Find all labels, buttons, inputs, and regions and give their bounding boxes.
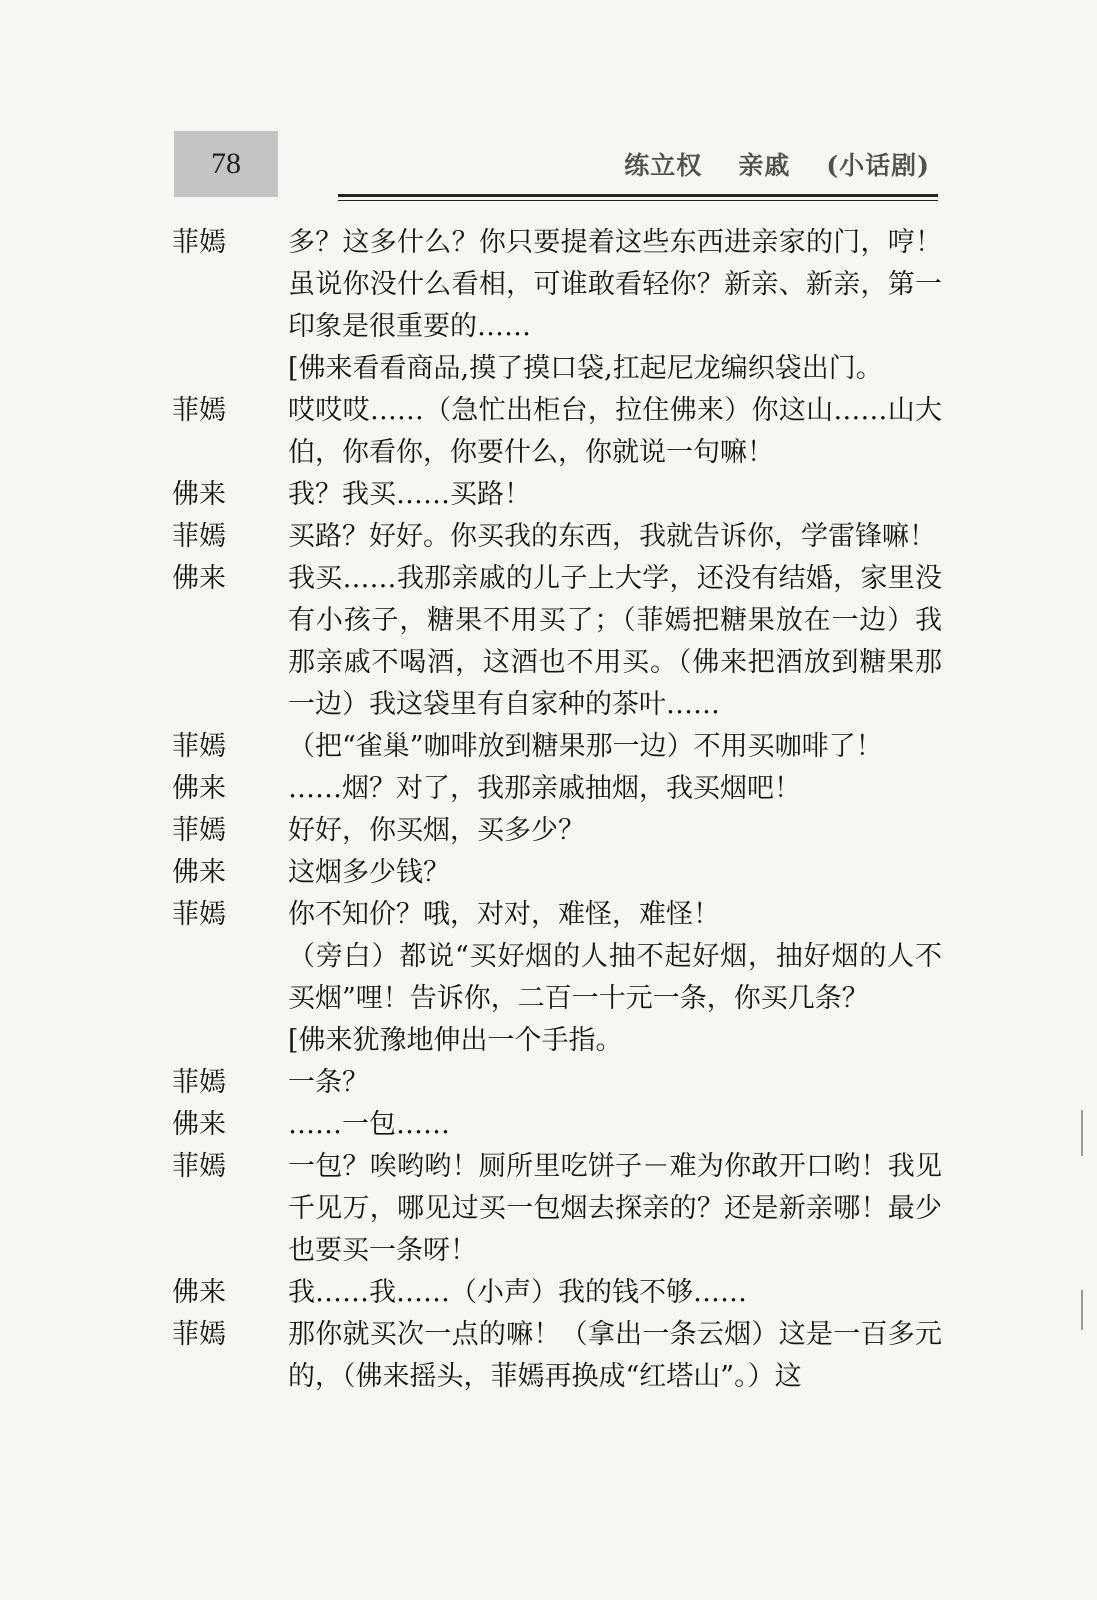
dialogue-line: ……烟？对了，我那亲戚抽烟，我买烟吧！ <box>288 773 801 804</box>
dialogue-line: 买路？好好。你买我的东西，我就告诉你，学雷锋嘛！ <box>288 521 936 552</box>
script-row <box>172 474 942 516</box>
header-rule-thick <box>338 194 938 197</box>
stage-direction: [佛来犹豫地伸出一个手指。 <box>288 1025 623 1056</box>
header-title: 亲戚 <box>738 151 791 180</box>
speaker-name: 佛来 <box>172 857 226 888</box>
script-row <box>172 1104 942 1146</box>
script-row <box>172 726 942 768</box>
speaker-name: 佛来 <box>172 563 226 594</box>
script-row <box>172 852 942 894</box>
aside-line: （旁白）都说“买好烟的人抽不起好烟，抽好烟的人不买烟”哩！告诉你，二百一十元一条，你买几条？ <box>288 941 942 1014</box>
dialogue-line: 这烟多少钱？ <box>288 857 450 888</box>
header-rule-thin <box>338 200 938 201</box>
speaker-name: 菲嫣 <box>172 899 226 930</box>
script-row <box>172 768 942 810</box>
speaker-name: 菲嫣 <box>172 227 226 258</box>
dialogue-line: 你不知价？哦，对对，难怪，难怪！ <box>288 899 720 930</box>
scan-edge-mark <box>1081 1110 1083 1156</box>
speaker-name: 佛来 <box>172 1277 226 1308</box>
dialogue-line: 多？这多什么？你只要提着这些东西进亲家的门，哼！虽说你没什么看相，可谁敢看轻你？新亲、新亲，第一印象是很重要的…… <box>288 227 942 342</box>
script-row <box>172 810 942 852</box>
page-number-box <box>174 131 278 197</box>
stage-direction-row <box>172 348 942 390</box>
page-number: 78 <box>211 147 241 180</box>
dialogue-line: 我……我……（小声）我的钱不够…… <box>288 1277 747 1308</box>
script-row <box>172 390 942 474</box>
dialogue-line: 那你就买次一点的嘛！（拿出一条云烟）这是一百多元的，（佛来摇头，菲嫣再换成“红塔山”。）这 <box>288 1319 942 1392</box>
speaker-name: 菲嫣 <box>172 395 226 426</box>
script-row <box>172 222 942 348</box>
script-row <box>172 894 942 936</box>
script-body <box>172 222 942 1398</box>
speaker-name: 菲嫣 <box>172 815 226 846</box>
script-row <box>172 1062 942 1104</box>
speaker-name: 菲嫣 <box>172 521 226 552</box>
stage-direction: [佛来看看商品,摸了摸口袋,扛起尼龙编织袋出门。 <box>288 353 883 384</box>
dialogue-line: 我买……我那亲戚的儿子上大学，还没有结婚，家里没有小孩子，糖果不用买了；（菲嫣把糖果放在一边）我那亲戚不喝酒，这酒也不用买。（佛来把酒放到糖果那一边）我这袋里有自家种的茶叶…… <box>288 563 942 720</box>
running-header <box>470 146 930 182</box>
scan-edge-mark <box>1081 1290 1083 1330</box>
script-row <box>172 1272 942 1314</box>
dialogue-line: 一包？唉哟哟！厕所里吃饼子－难为你敢开口哟！我见千见万，哪见过买一包烟去探亲的？还是新亲哪！最少也要买一条呀！ <box>288 1151 942 1266</box>
speaker-name: 佛来 <box>172 479 226 510</box>
dialogue-line: （把“雀巢”咖啡放到糖果那一边）不用买咖啡了！ <box>288 731 883 762</box>
speaker-name: 菲嫣 <box>172 731 226 762</box>
speaker-name: 佛来 <box>172 773 226 804</box>
stage-direction-row <box>172 1020 942 1062</box>
dialogue-line: 我？我买……买路！ <box>288 479 531 510</box>
speaker-name: 菲嫣 <box>172 1067 226 1098</box>
speaker-name: 菲嫣 <box>172 1151 226 1182</box>
dialogue-line: ……一包…… <box>288 1109 450 1140</box>
header-author: 练立权 <box>624 151 703 180</box>
dialogue-line: 一条？ <box>288 1067 369 1098</box>
script-row <box>172 1146 942 1272</box>
script-row <box>172 558 942 726</box>
script-row <box>172 1314 942 1398</box>
aside-row <box>172 936 942 1020</box>
script-row <box>172 516 942 558</box>
dialogue-line: 好好，你买烟，买多少？ <box>288 815 585 846</box>
dialogue-line: 哎哎哎……（急忙出柜台，拉住佛来）你这山……山大伯，你看你，你要什么，你就说一句嘛！ <box>288 395 942 468</box>
speaker-name: 菲嫣 <box>172 1319 226 1350</box>
header-genre: (小话剧) <box>826 151 930 180</box>
speaker-name: 佛来 <box>172 1109 226 1140</box>
